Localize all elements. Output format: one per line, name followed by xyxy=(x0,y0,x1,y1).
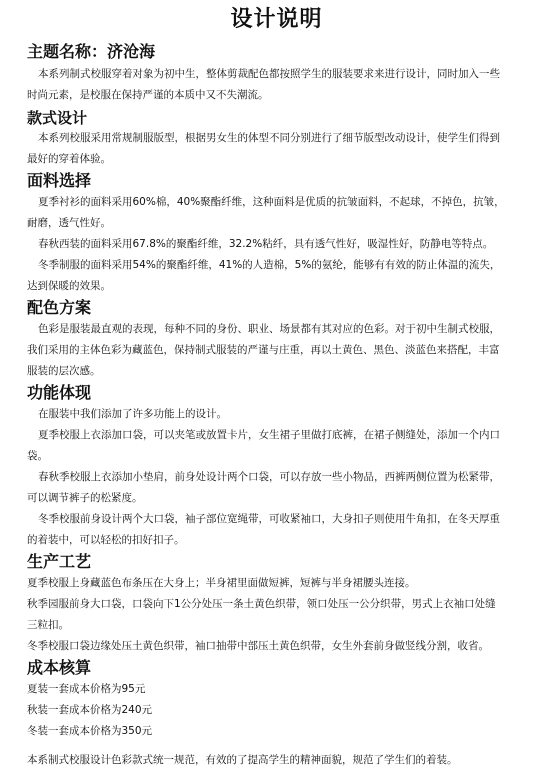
color-line-2: 我们采用的主体色彩为藏蓝色，保持制式服装的严谨与庄重，再以土黄色、黑色、淡蓝色来搭配，丰富 xyxy=(27,344,500,356)
function-line-3: 袋。 xyxy=(27,450,48,462)
cost-line-winter: 冬装一套成本价格为350元 xyxy=(27,725,153,737)
function-heading: 功能体现 xyxy=(27,383,92,402)
cost-line-autumn: 秋装一套成本价格为240元 xyxy=(27,704,153,716)
style-line-1: 本系列校服采用常规制服版型，根据男女生的体型不同分别进行了细节版型改动设计，使学生们得到 xyxy=(38,132,500,144)
theme-line-2: 时尚元素，是校服在保持严谨的本质中又不失潮流。 xyxy=(27,89,269,101)
cost-heading: 成本核算 xyxy=(27,658,92,677)
fabric-line-3: 春秋西装的面料采用67.8%的聚酯纤维，32.2%粘纤，具有透气性好，吸湿性好，防静电等特点。 xyxy=(38,238,494,250)
function-line-1: 在服装中我们添加了许多功能上的设计。 xyxy=(38,408,227,420)
fabric-heading: 面料选择 xyxy=(27,171,92,190)
process-line-3: 三粒扣。 xyxy=(27,619,69,631)
theme-line-1: 本系列制式校服穿着对象为初中生，整体剪裁配色都按照学生的服装要求来进行设计，同时加入一些 xyxy=(38,68,500,80)
process-line-4: 冬季校服口袋边缘处压土黄色织带，袖口抽带中部压土黄色织带，女生外套前身做竖线分割，收省。 xyxy=(27,640,489,652)
theme-heading: 主题名称：济沧海 xyxy=(27,42,156,61)
fabric-line-1: 夏季衬衫的面料采用60%棉，40%聚酯纤维，这种面料是优质的抗皱面料，不起球，不掉色，抗皱， xyxy=(38,196,505,208)
function-line-4: 春秋季校服上衣添加小垫肩，前身处设计两个口袋，可以存放一些小物品，西裤两侧位置为松紧带， xyxy=(38,471,500,483)
function-line-7: 的着装中，可以轻松的扣好扣子。 xyxy=(27,534,185,546)
color-heading: 配色方案 xyxy=(27,298,92,317)
cost-line-summer: 夏装一套成本价格为95元 xyxy=(27,683,146,695)
fabric-line-4: 冬季制服的面料采用54%的聚酯纤维，41%的人造棉，5%的氨纶，能够有有效的防止体温的流失， xyxy=(38,259,501,271)
function-line-6: 冬季校服前身设计两个大口袋，袖子部位宽绳带，可收紧袖口，大身扣子则使用牛角扣，在冬天厚重 xyxy=(38,513,500,525)
function-line-5: 可以调节裤子的松紧度。 xyxy=(27,492,143,504)
process-heading: 生产工艺 xyxy=(27,552,92,571)
color-line-1: 色彩是服装最直观的表现，每种不同的身份、职业、场景都有其对应的色彩。对于初中生制式校服， xyxy=(38,323,500,335)
style-line-2: 最好的穿着体验。 xyxy=(27,153,111,165)
style-heading: 款式设计 xyxy=(27,109,88,127)
color-line-3: 服装的层次感。 xyxy=(27,365,101,377)
page-title: 设计说明 xyxy=(230,7,323,32)
process-line-1: 夏季校服上身藏蓝色布条压在大身上；半身裙里面做短裤，短裤与半身裙腰头连接。 xyxy=(27,577,416,589)
function-line-2: 夏季校服上衣添加口袋，可以夹笔或放置卡片，女生裙子里做打底裤，在裙子侧缝处，添加一个内口 xyxy=(38,429,500,441)
closing-statement: 本系制式校服设计色彩款式统一规范，有效的了提高学生的精神面貌，规范了学生们的着装。 xyxy=(27,754,458,766)
fabric-line-5: 达到保暖的效果。 xyxy=(27,280,111,292)
process-line-2: 秋季园服前身大口袋，口袋向下1公分处压一条土黄色织带，领口处压一公分织带，男式上衣袖口处缝 xyxy=(27,598,496,610)
fabric-line-2: 耐磨，透气性好。 xyxy=(27,217,111,229)
